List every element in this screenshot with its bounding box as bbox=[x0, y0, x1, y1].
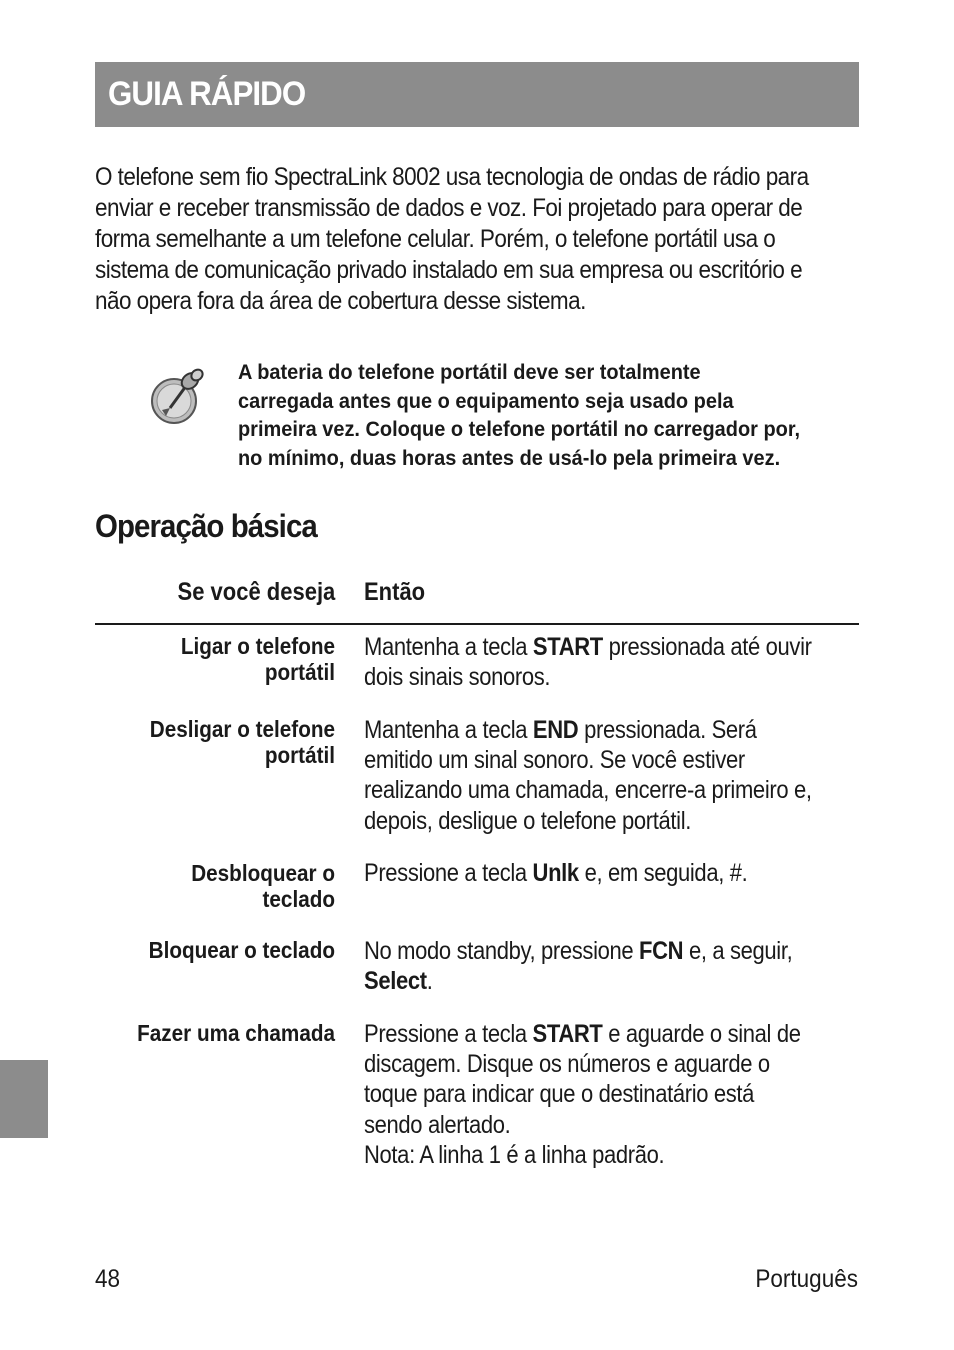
section-heading: Operação básica bbox=[95, 508, 317, 544]
footer-language: Português bbox=[755, 1265, 858, 1293]
intro-line: sistema de comunicação privado instalado em sua empresa ou escritório e bbox=[95, 256, 803, 284]
note-line: carregada antes que o equipamento seja usado pela bbox=[238, 389, 734, 413]
intro-line: forma semelhante a um telefone celular. Porém, o telefone portátil usa o bbox=[95, 225, 776, 253]
note-line: no mínimo, duas horas antes de usá-lo pela primeira vez. bbox=[238, 447, 781, 471]
intro-line: O telefone sem fio SpectraLink 8002 usa tecnologia de ondas de rádio para bbox=[95, 163, 809, 191]
intro-line: enviar e receber transmissão de dados e voz. Foi projetado para operar de bbox=[95, 194, 803, 222]
table-rule bbox=[95, 623, 859, 625]
note-line: A bateria do telefone portátil deve ser totalmente bbox=[238, 361, 701, 384]
table-header-result: Então bbox=[364, 578, 426, 606]
pushpin-note-icon bbox=[148, 366, 210, 428]
table-row-label: Desligar o telefone portátil bbox=[149, 716, 335, 768]
table-header-action: Se você deseja bbox=[177, 578, 335, 606]
title-bar bbox=[95, 62, 859, 127]
table-row-description: Pressione a tecla START e aguarde o sinal de discagem. Disque os números e aguarde o toque para indicar que o destinatário está sendo alertado. Nota: A linha 1 é a linha padrão. bbox=[364, 1020, 801, 1169]
table-row-description: Mantenha a tecla START pressionada até ouvir dois sinais sonoros. bbox=[364, 633, 812, 692]
page-title: GUIA RÁPIDO bbox=[108, 75, 306, 113]
table-row-description: No modo standby, pressione FCN e, a seguir, Select. bbox=[364, 937, 793, 996]
table-row-description: Pressione a tecla Unlk e, em seguida, #. bbox=[364, 859, 748, 887]
page-number: 48 bbox=[95, 1265, 121, 1293]
note-text bbox=[238, 359, 846, 474]
table-row-label: Desbloquear o teclado bbox=[191, 860, 335, 912]
intro-paragraph bbox=[95, 162, 809, 317]
table-row-label: Ligar o telefone portátil bbox=[180, 633, 335, 685]
table-row-description: Mantenha a tecla END pressionada. Será emitido um sinal sonoro. Se você estiver realizando uma chamada, encerre-a primeiro e, depois, desligue o telefone portátil. bbox=[364, 716, 812, 835]
table-row-label: Fazer uma chamada bbox=[137, 1020, 335, 1046]
table-row-label: Bloquear o teclado bbox=[148, 937, 335, 963]
intro-line: não opera fora da área de cobertura desse sistema. bbox=[95, 287, 586, 315]
chapter-side-tab bbox=[0, 1060, 48, 1138]
note-line: primeira vez. Coloque o telefone portátil no carregador por, bbox=[238, 418, 801, 442]
